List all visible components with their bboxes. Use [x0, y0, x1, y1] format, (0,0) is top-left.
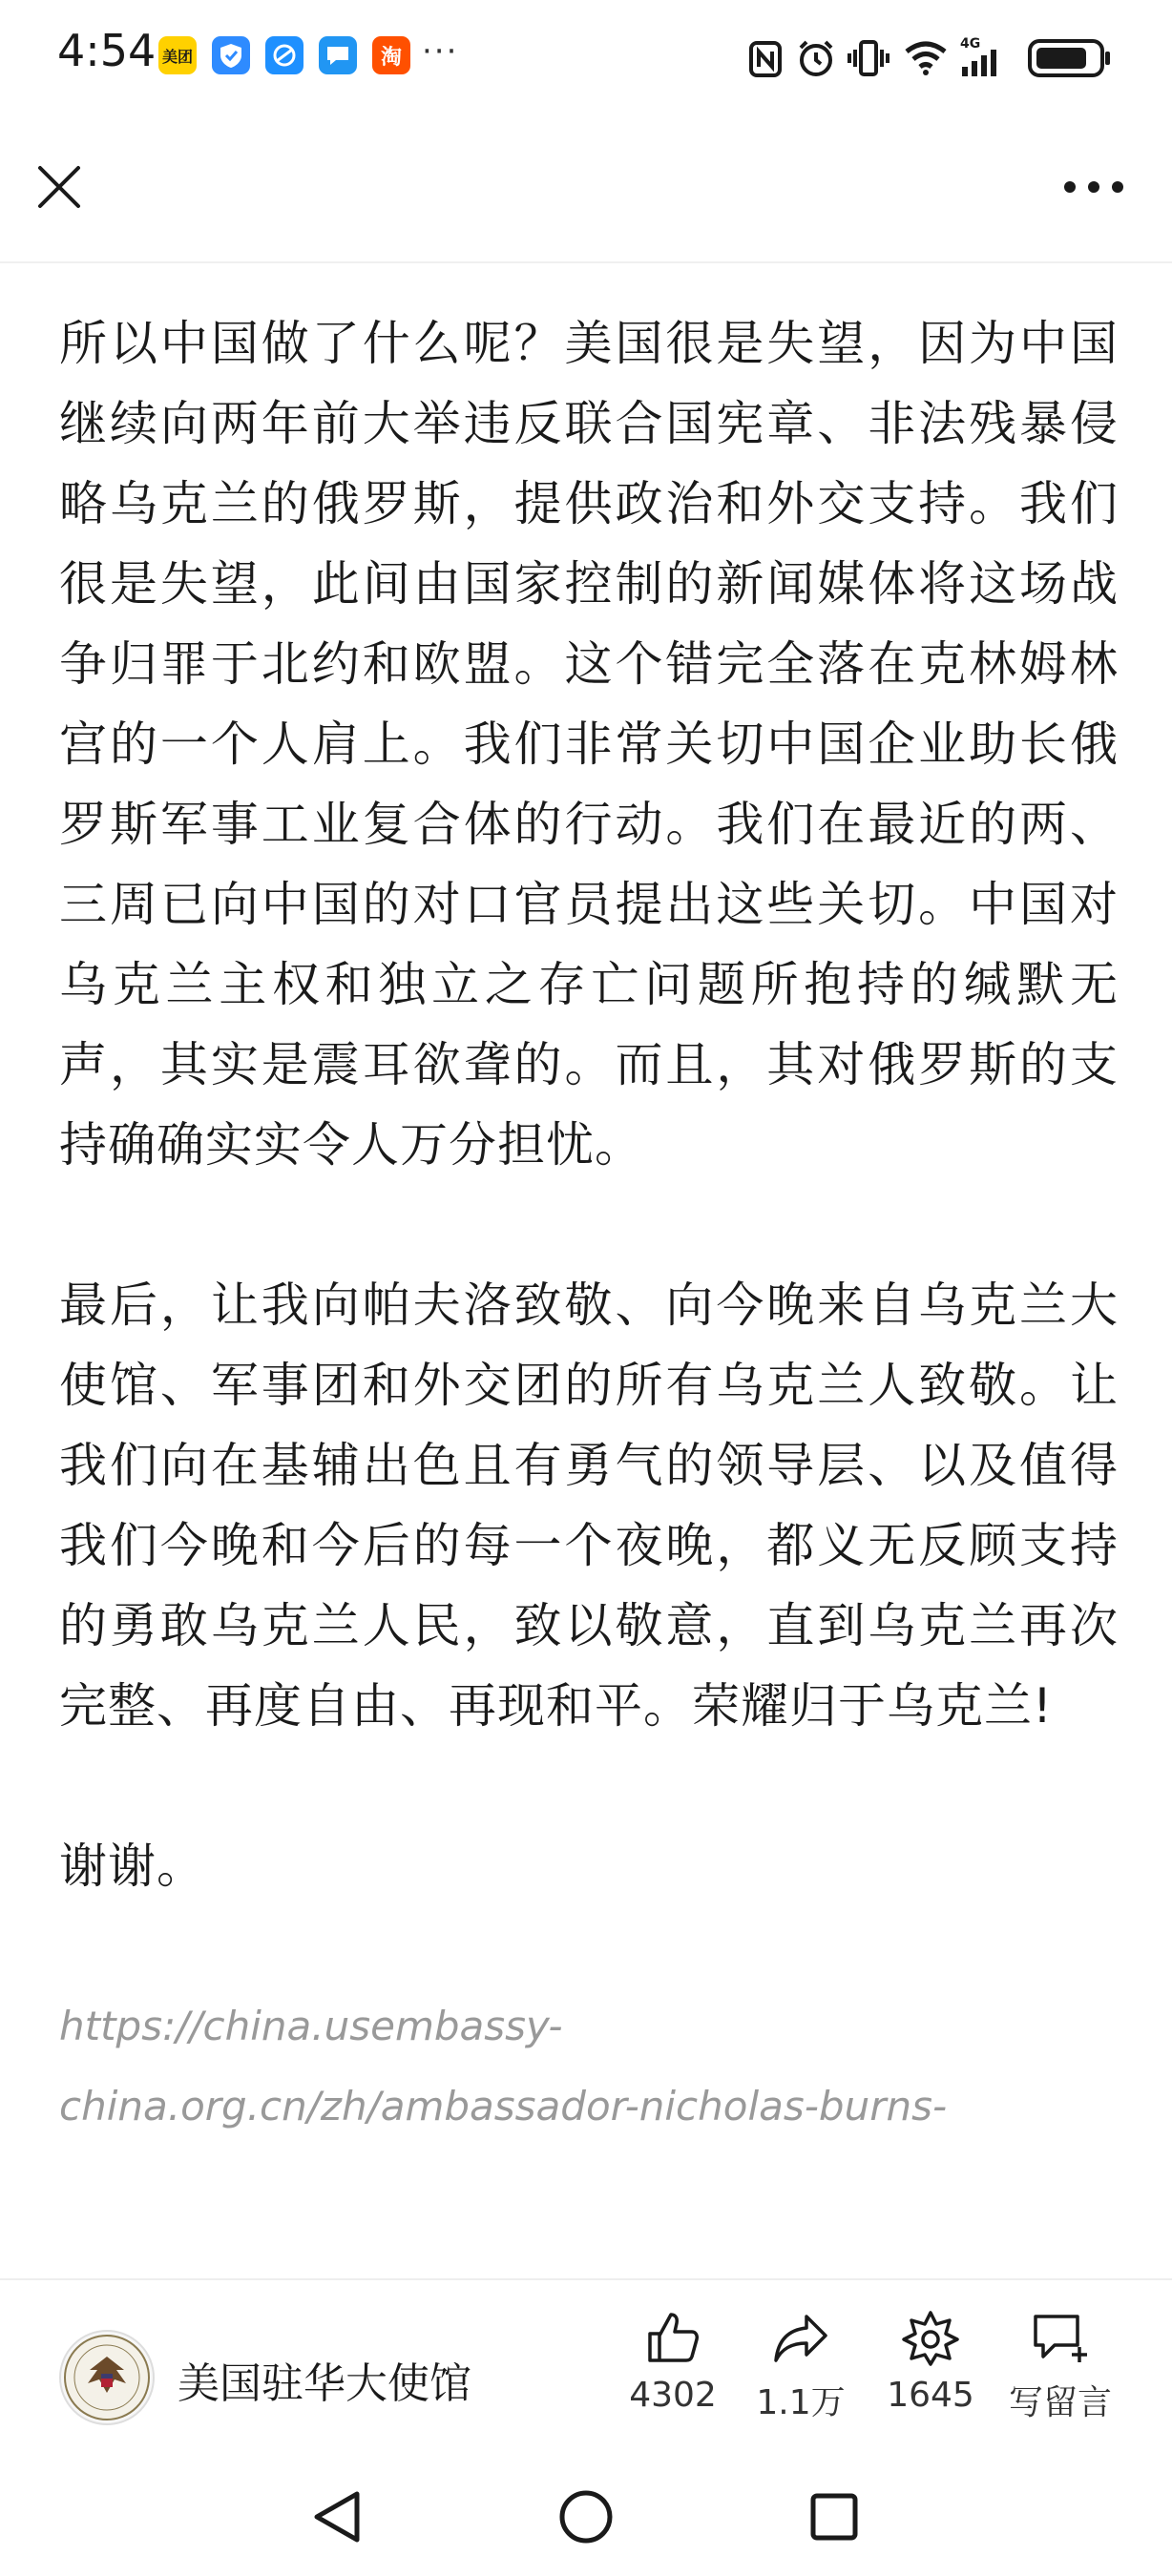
more-icon [1063, 180, 1124, 194]
battery-icon [1027, 38, 1113, 78]
status-overflow-indicator: ··· [422, 32, 459, 71]
article-body [59, 303, 1119, 2147]
article-paragraph: 最后，让我向帕夫洛致敬、向今晚来自乌克兰大使馆、军事团和外交团的所有乌克兰人致敬。让我们向在基辅出色且有勇气的领导层、以及值得我们今晚和今后的每一个夜晚，都义无反顾支持的勇敢乌克兰人民，致以敬意，直到乌克兰再次完整、再度自由、再现和平。荣耀归于乌克兰! [59, 1278, 1119, 1734]
more-options-button[interactable] [1056, 168, 1132, 206]
close-button[interactable] [29, 156, 90, 218]
account-name[interactable]: 美国驻华大使馆 [178, 2359, 471, 2408]
favorite-count: 1645 [887, 2376, 974, 2415]
status-time: 4:54 [57, 25, 157, 76]
comment-icon [1030, 2309, 1091, 2366]
nfc-icon [748, 40, 783, 78]
chat-app-icon [319, 36, 357, 74]
shield-app-icon [212, 36, 250, 74]
account-avatar[interactable] [59, 2330, 155, 2425]
close-icon [36, 164, 82, 210]
like-button[interactable] [611, 2309, 735, 2415]
wifi-icon [903, 40, 949, 76]
svg-text:4G: 4G [960, 36, 981, 52]
back-triangle-icon [309, 2488, 363, 2545]
write-comment-label: 写留言 [1008, 2383, 1112, 2422]
home-circle-icon [557, 2488, 615, 2545]
share-arrow-icon [772, 2309, 829, 2366]
alarm-icon [796, 38, 836, 78]
article-paragraph: 谢谢。 [59, 1839, 205, 1894]
meituan-icon: 美团 [158, 36, 197, 74]
browser-app-icon [265, 36, 303, 74]
system-navigation-bar [0, 2450, 1172, 2576]
article-paragraph: 所以中国做了什么呢？美国很是失望，因为中国继续向两年前大举违反联合国宪章、非法残暴侵略乌克兰的俄罗斯，提供政治和外交支持。我们很是失望，此间由国家控制的新闻媒体将这场战争归罪于北约和欧盟。这个错完全落在克林姆林宫的一个人肩上。我们非常关切中国企业助长俄罗斯军事工业复合体的行动。我们在最近的两、三周已向中国的对口官员提出这些关切。中国对乌克兰主权和独立之存亡问题所抱持的缄默无声，其实是震耳欲聋的。而且，其对俄罗斯的支持确确实实令人万分担忧。 [59, 316, 1119, 1173]
article-top-bar [0, 118, 1172, 263]
share-button[interactable] [739, 2309, 863, 2424]
vibrate-icon [848, 38, 889, 78]
source-link-line: china.org.cn/zh/ambassador-nicholas-burns- [59, 2083, 948, 2129]
home-button[interactable] [548, 2479, 624, 2555]
embassy-seal-icon [61, 2332, 153, 2423]
source-link[interactable] [59, 1986, 1119, 2147]
recents-square-icon [807, 2490, 861, 2544]
write-comment-button[interactable] [998, 2309, 1122, 2424]
bottom-action-bar [0, 2278, 1172, 2452]
source-link-line: https://china.usembassy- [59, 2003, 563, 2049]
taobao-icon: 淘 [372, 36, 410, 74]
recents-button[interactable] [796, 2479, 872, 2555]
share-count: 1.1万 [756, 2383, 846, 2422]
thumbs-up-icon [644, 2309, 701, 2366]
favorite-button[interactable] [869, 2309, 993, 2415]
flower-icon [902, 2309, 959, 2366]
back-button[interactable] [298, 2479, 374, 2555]
cellular-signal-icon [960, 34, 1002, 78]
status-bar [0, 0, 1172, 118]
like-count: 4302 [629, 2376, 717, 2415]
